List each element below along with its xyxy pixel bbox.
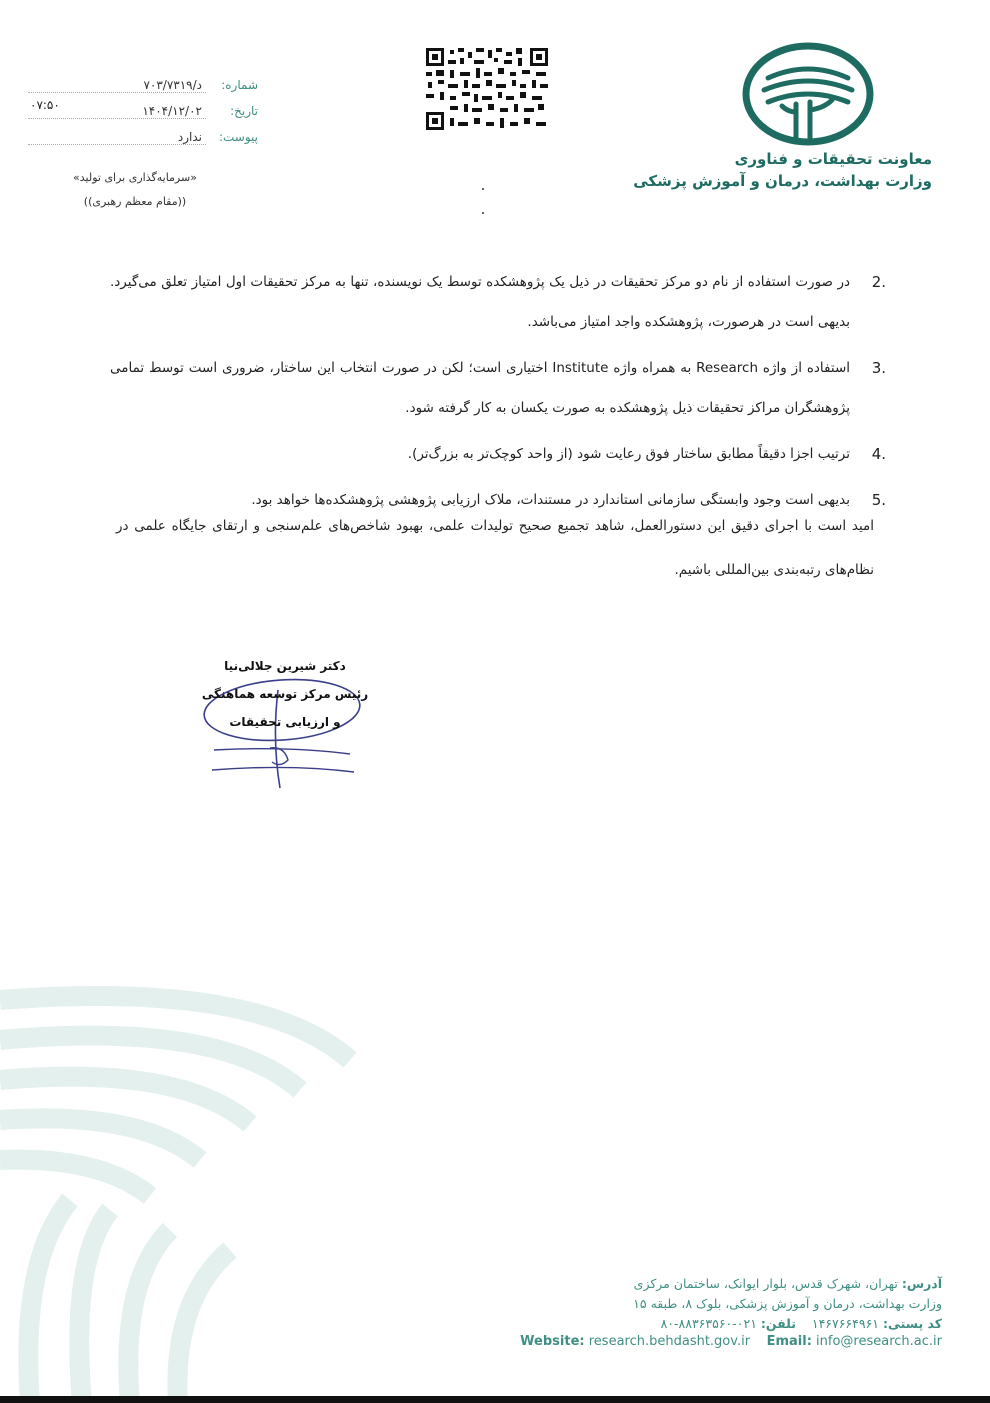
- signer-title-1: رئیس مرکز توسعه هماهنگی: [201, 687, 369, 701]
- attachment-row: [28, 124, 258, 150]
- signer-name: دکتر شیرین جلالی‌نیا: [224, 659, 346, 673]
- list-item: [110, 348, 886, 428]
- date-value: ۱۴۰۴/۱۲/۰۲: [28, 104, 206, 119]
- phone-value: ۰۲۱-۸۸۳۶۳۵۶۰-۸۰: [660, 1316, 757, 1331]
- email-link[interactable]: info@research.ac.ir: [816, 1334, 942, 1349]
- postal-phone-line: [633, 1314, 942, 1334]
- qr-code-icon: [424, 46, 550, 132]
- letter-body: [110, 262, 886, 526]
- website-link[interactable]: research.behdasht.gov.ir: [588, 1334, 751, 1349]
- item-number: 5.: [871, 491, 886, 509]
- motto-line-1: «سرمایه‌گذاری برای تولید»: [73, 171, 197, 184]
- item-text: بدیهی است وجود وابستگی سازمانی استاندارد در مستندات، ملاک ارزیابی پژوهشی پژوهشکده‌ها خواهد بود.: [251, 492, 850, 508]
- dot-mark: [482, 212, 484, 214]
- footer-address: [633, 1274, 942, 1334]
- email-label: Email:: [766, 1334, 812, 1349]
- item-number: 2.: [871, 273, 886, 291]
- item-text: ترتیب اجزا دقیقاً مطابق ساختار فوق رعایت شود (از واحد کوچک‌تر به بزرگ‌تر).: [407, 446, 850, 462]
- address-line-1: [633, 1274, 942, 1294]
- address-line-2: وزارت بهداشت، درمان و آموزش پزشکی، بلوک ۸، طبقه ۱۵: [633, 1296, 942, 1311]
- signature-block: [200, 652, 370, 736]
- list-item: [110, 262, 886, 342]
- date-label: تاریخ:: [230, 104, 258, 118]
- attachment-label: پیوست:: [218, 130, 258, 144]
- dot-mark: [482, 188, 484, 190]
- phone-label: تلفن:: [760, 1316, 796, 1331]
- ministry-logo-icon: [738, 42, 878, 152]
- website-label: Website:: [520, 1334, 585, 1349]
- motto-line-2: ((مقام معظم رهبری)): [83, 195, 187, 208]
- bottom-bar: [0, 1396, 990, 1403]
- date-row: [28, 98, 258, 124]
- signer-title-2: و ارزیابی تحقیقات: [229, 715, 341, 729]
- org-line-2: وزارت بهداشت، درمان و آموزش پزشکی: [633, 172, 932, 190]
- decorative-arcs-icon: [0, 960, 380, 1403]
- item-text: در صورت استفاده از نام دو مرکز تحقیقات در ذیل یک پژوهشکده توسط یک نویسنده، تنها به مرکز تحقیقات اول امتیاز تعلق می‌گیرد. بدیهی است در هرصورت، پژوهشکده واجد امتیاز می‌باشد.: [110, 274, 850, 330]
- number-row: [28, 72, 258, 98]
- postal-value: ۱۴۶۷۶۶۴۹۶۱: [811, 1316, 879, 1331]
- address-text-1: تهران، شهرک قدس، بلوار ایوانک، ساختمان مرکزی: [633, 1276, 898, 1291]
- footer-web: [520, 1334, 942, 1349]
- org-line-1: معاونت تحقیقات و فناوری: [734, 150, 932, 168]
- list-item: [110, 434, 886, 474]
- number-value: د/۷۰۳/۷۳۱۹: [28, 78, 206, 93]
- postal-label: کد پستی:: [882, 1316, 942, 1331]
- number-label: شماره:: [221, 78, 258, 92]
- time-value: ۰۷:۵۰: [30, 98, 60, 112]
- item-number: 3.: [871, 359, 886, 377]
- address-label: آدرس:: [901, 1276, 942, 1291]
- closing-paragraph: امید است با اجرای دقیق این دستورالعمل، شاهد تجمیع صحیح تولیدات علمی، بهبود شاخص‌های علم‌سنجی و ارتقای جایگاه علمی در نظام‌های رتبه‌بندی بین‌المللی باشیم.: [116, 518, 874, 578]
- motto: [60, 166, 210, 214]
- item-text: استفاده از واژه Research به همراه واژه Institute اختیاری است؛ لکن در صورت انتخاب این ساختار، ضروری است توسط تمامی پژوهشگران مراکز تحقیقات ذیل پژوهشکده به صورت یکسان به کار گرفته شود.: [110, 360, 851, 416]
- letter-meta: [28, 72, 258, 150]
- item-number: 4.: [871, 445, 886, 463]
- organization-name: [633, 148, 932, 192]
- attachment-value: ندارد: [28, 130, 206, 145]
